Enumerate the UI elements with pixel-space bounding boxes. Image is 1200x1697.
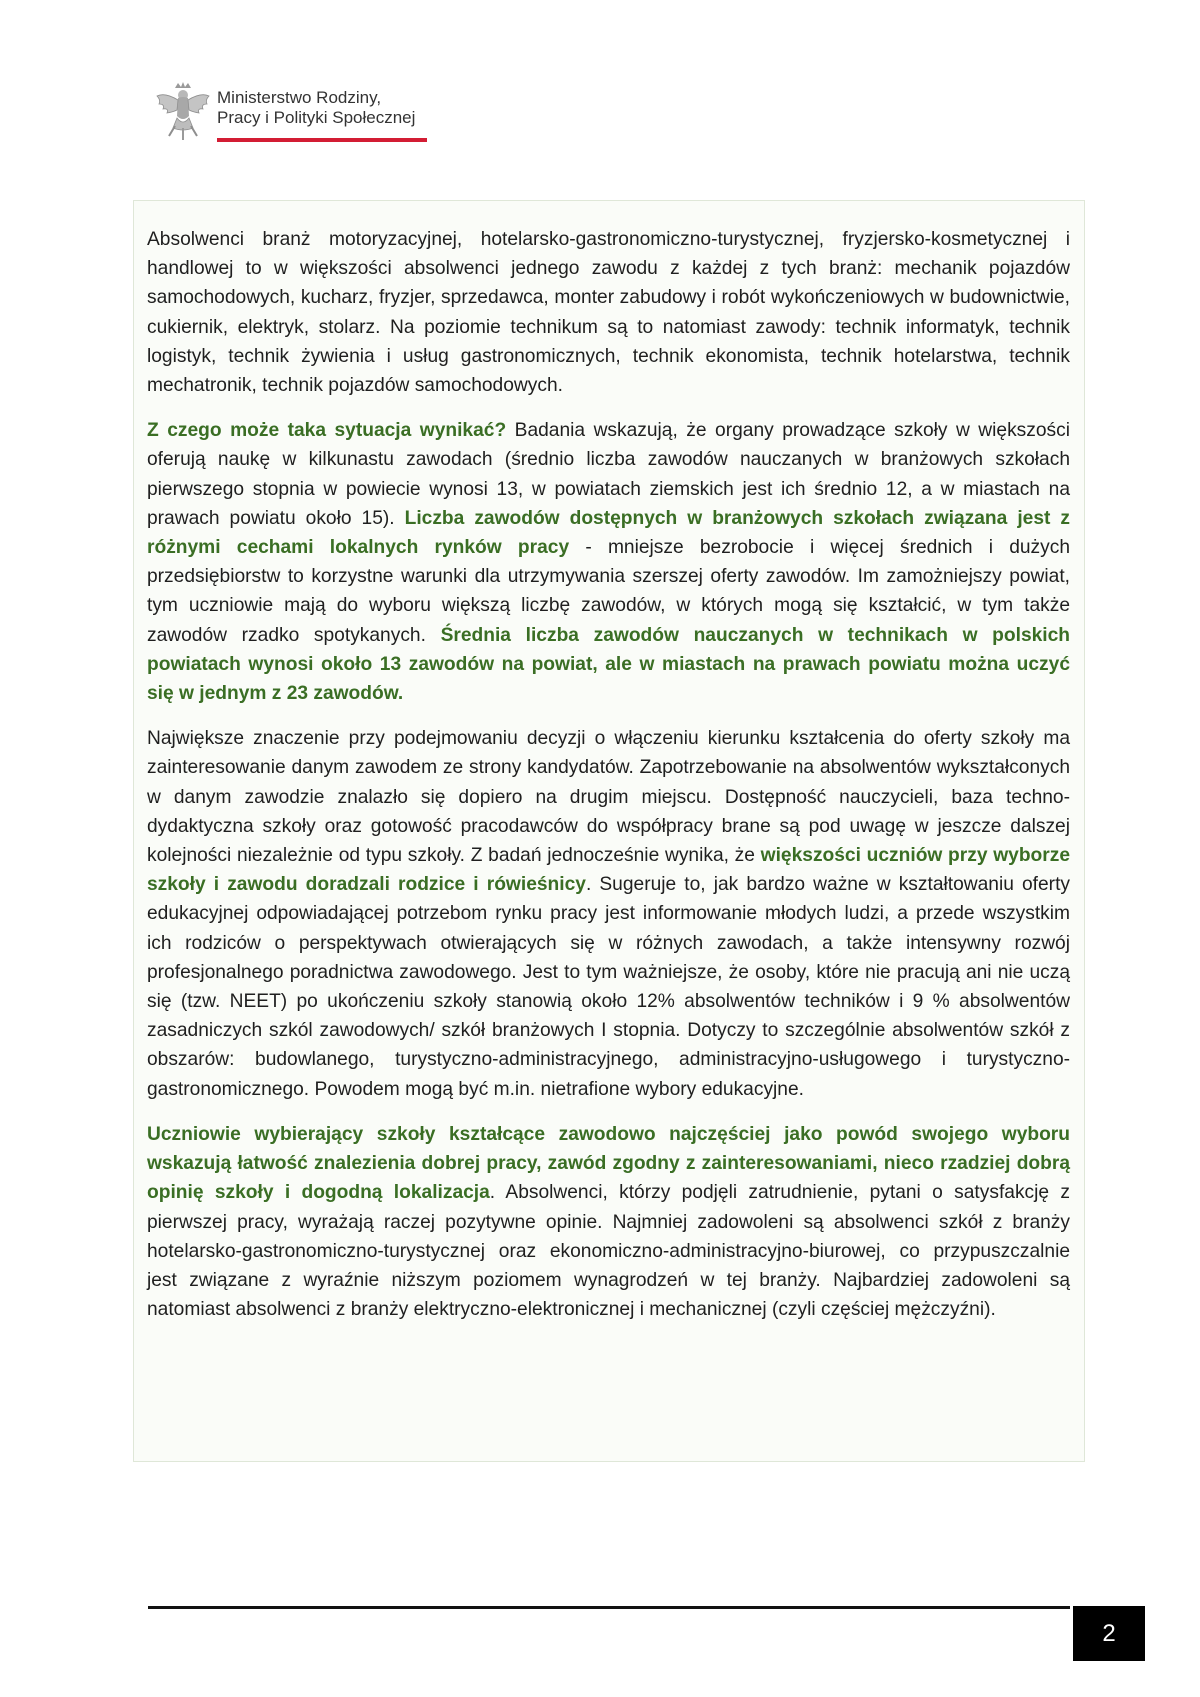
text-segment: . Absolwenci, którzy podjęli zatrudnienie, pytani o satysfakcję z pierwszej pracy, wyrażają raczej pozytywne opinie. Najmniej zadowoleni są absolwenci szkół z branży hotelarsko-gastronomiczno-turystycznej oraz ekonomiczno-administracyjno-biurowej, co przypuszczalnie jest związane z wyraźnie niższym poziomem wynagrodzeń w tej branży. Najbardziej zadowoleni są natomiast absolwenci z branży elektryczno-elektronicznej i mechanicznej (czyli częściej mężczyźni). — [147, 1182, 1070, 1321]
highlighted-text: Liczba zawodów dostępnych w branżowych szkołach związana jest z różnymi cechami lokalnych rynków pracy — [147, 507, 1070, 559]
paragraph-2 — [147, 416, 1070, 708]
organization-name-line-2: Pracy i Polityki Społecznej — [217, 108, 416, 127]
content-box — [133, 200, 1085, 1462]
highlighted-text: Z czego może taka sytuacja wynikać? — [147, 420, 507, 442]
text-segment: Absolwenci branż motoryzacyjnej, hotelarsko-gastronomiczno-turystycznej, fryzjersko-kosmetycznej i handlowej to w większości absolwenci jednego zawodu z każdej z tych branż: mechanik pojazdów samochodowych, kucharz, fryzjer, sprzedawca, monter zabudowy i robót wykończeniowych w budownictwie, cukiernik, elektryk, stolarz. Na poziomie technikum są to natomiast zawody: technik informatyk, technik logistyk, technik żywienia i usług gastronomicznych, technik ekonomista, technik hotelarstwa, technik mechatronik, technik pojazdów samochodowych. — [147, 229, 1070, 397]
paragraph-3 — [147, 724, 1070, 1104]
page-number: 2 — [1073, 1606, 1145, 1661]
highlighted-text: Średnia liczba zawodów nauczanych w technikach w polskich powiatach wynosi około 13 zawodów na powiat, ale w miastach na prawach powiatu można uczyć się w jednym z 23 zawodów. — [147, 624, 1071, 705]
organization-name-line-1: Ministerstwo Rodziny, — [217, 88, 382, 107]
header-accent-rule — [217, 138, 427, 142]
page-header — [155, 82, 435, 146]
text-segment: . Sugeruje to, jak bardzo ważne w kształtowaniu oferty edukacyjnej odpowiadającej potrzebom rynku pracy jest informowanie młodych ludzi, a przede wszystkim ich rodziców o perspektywach otwierających się w różnych zawodach, a także intensywny rozwój profesjonalnego poradnictwa zawodowego. Jest to tym ważniejsze, że osoby, które nie pracują ani nie uczą się (tzw. NEET) po ukończeniu szkoły stanowią około 12% absolwentów techników i 9 % absolwentów zasadniczych szkól zawodowych/ szkół branżowych I stopnia. Dotyczy to szczególnie absolwentów szkół z obszarów: budowlanego, turystyczno-administracyjnego, administracyjno-usługowego i turystyczno-gastronomicznego. Powodem mogą być m.in. nietrafione wybory edukacyjne. — [147, 874, 1070, 1100]
polish-eagle-emblem-icon — [155, 82, 211, 142]
highlighted-text: Uczniowie wybierający szkoły kształcące zawodowo najczęściej jako powód swojego wyboru wskazują łatwość znalezienia dobrej pracy, zawód zgodny z zainteresowaniami, nieco rzadziej dobrą opinię szkoły i dogodną lokalizacja — [147, 1123, 1070, 1204]
paragraph-4 — [147, 1120, 1070, 1324]
text-segment: Badania wskazują, że organy prowadzące szkoły w większości oferują naukę w kilkunastu zawodach (średnio liczba zawodów nauczanych w branżowych szkołach pierwszego stopnia w powiecie wynosi 13, w powiatach ziemskich jest ich średnio 12, a w miastach na prawach powiatu około 15). — [147, 420, 1070, 529]
paragraph-1 — [147, 225, 1070, 400]
text-segment: Największe znaczenie przy podejmowaniu decyzji o włączeniu kierunku kształcenia do oferty szkoły ma zainteresowanie danym zawodem ze strony kandydatów. Zapotrzebowanie na absolwentów wykształconych w danym zawodzie znalazło się dopiero na drugim miejscu. Dostępność nauczycieli, baza techno-dydaktyczna szkoły oraz gotowość pracodawców do współpracy brane są pod uwagę w jeszcze dalszej kolejności niezależnie od typu szkoły. Z badań jednocześnie wynika, że — [147, 728, 1070, 867]
footer-rule — [148, 1606, 1070, 1609]
highlighted-text: większości uczniów przy wyborze szkoły i zawodu doradzali rodzice i rówieśnicy — [147, 845, 1071, 896]
text-segment: - mniejsze bezrobocie i więcej średnich i dużych przedsiębiorstw to korzystne warunki dla utrzymywania szerszej oferty zawodów. Im zamożniejszy powiat, tym uczniowie mają do wyboru większą liczbę zawodów, w których mogą się kształcić, w tym także zawodów rzadko spotykanych. — [147, 537, 1070, 646]
organization-name — [217, 88, 415, 128]
